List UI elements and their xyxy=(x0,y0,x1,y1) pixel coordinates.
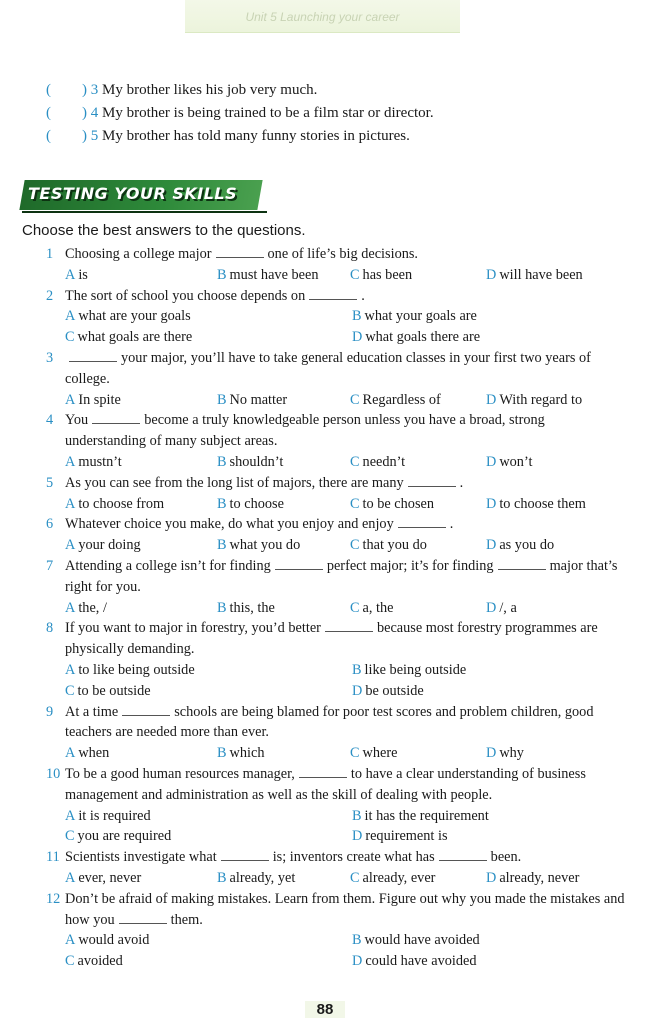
stem-text: become a truly knowledgeable person unless you have a broad, strong understanding of many subject areas. xyxy=(65,412,545,450)
question-item xyxy=(0,764,650,847)
answer-blank[interactable] xyxy=(275,557,323,570)
stem-text: To be a good human resources manager, xyxy=(65,765,295,782)
question-number: 9 xyxy=(46,703,54,720)
question-list xyxy=(0,244,650,972)
question-number: 4 xyxy=(46,412,54,429)
question-stem xyxy=(0,702,625,744)
answer-option[interactable] xyxy=(352,306,477,327)
stem-text: If you want to major in forestry, you’d better xyxy=(65,620,321,637)
question-number: 8 xyxy=(46,620,54,637)
option-text: Regardless of xyxy=(362,391,441,408)
option-text: already, ever xyxy=(362,869,436,886)
answer-option[interactable] xyxy=(350,868,435,889)
option-text: requirement is xyxy=(365,828,448,845)
stem-text: been. xyxy=(490,849,522,866)
option-letter: A xyxy=(65,661,76,678)
question-item xyxy=(0,348,650,410)
option-letter: D xyxy=(486,495,497,512)
option-text: a, the xyxy=(362,599,394,616)
item-number: ) 3 xyxy=(82,82,99,98)
answer-blank[interactable] xyxy=(216,245,264,258)
banner-underline xyxy=(22,211,267,213)
question-item xyxy=(0,514,650,556)
answer-option[interactable] xyxy=(352,951,477,972)
question-item xyxy=(0,618,650,701)
question-item xyxy=(0,244,650,286)
answer-option[interactable] xyxy=(350,535,427,556)
answer-option[interactable] xyxy=(65,598,107,619)
answer-option[interactable] xyxy=(217,265,318,286)
answer-option[interactable] xyxy=(486,452,532,473)
option-text: will have been xyxy=(499,266,583,283)
answer-option[interactable] xyxy=(350,743,397,764)
question-item xyxy=(0,410,650,472)
options-row xyxy=(0,265,650,286)
option-letter: B xyxy=(352,807,362,824)
option-letter: A xyxy=(65,745,76,762)
answer-option[interactable] xyxy=(352,806,489,827)
answer-option[interactable] xyxy=(217,494,284,515)
tf-item xyxy=(46,126,626,149)
options-row xyxy=(0,327,650,348)
answer-paren-open[interactable]: ( xyxy=(46,82,51,98)
answer-option[interactable] xyxy=(65,327,192,348)
option-letter: B xyxy=(352,308,362,325)
answer-option[interactable] xyxy=(65,306,191,327)
option-letter: C xyxy=(65,828,75,845)
option-text: needn’t xyxy=(362,453,406,470)
answer-option[interactable] xyxy=(65,452,122,473)
stem-text: Attending a college isn’t for finding xyxy=(65,557,271,574)
option-text: your doing xyxy=(78,537,141,554)
stem-text: them. xyxy=(170,911,203,928)
option-letter: C xyxy=(350,599,360,616)
stem-text: to have a clear understanding of business management and administration as well as the skill of dealing with people. xyxy=(65,765,586,803)
answer-option[interactable] xyxy=(350,265,412,286)
option-text: the, / xyxy=(78,599,107,616)
answer-option[interactable] xyxy=(486,743,524,764)
option-letter: C xyxy=(350,537,360,554)
options-row xyxy=(0,930,650,951)
option-letter: D xyxy=(352,953,363,970)
answer-blank[interactable] xyxy=(221,848,269,861)
option-text: to like being outside xyxy=(78,661,195,678)
option-letter: C xyxy=(65,329,75,346)
stem-text: perfect major; it’s for finding xyxy=(326,557,494,574)
option-letter: B xyxy=(217,391,227,408)
options-row xyxy=(0,535,650,556)
answer-option[interactable] xyxy=(352,826,448,847)
item-text: My brother likes his job very much. xyxy=(102,82,318,98)
question-stem xyxy=(0,618,625,660)
answer-option[interactable] xyxy=(350,494,434,515)
option-text: would have avoided xyxy=(364,932,480,949)
option-text: when xyxy=(78,745,110,762)
option-text: to choose from xyxy=(78,495,165,512)
option-letter: A xyxy=(65,495,76,512)
options-row xyxy=(0,743,650,764)
option-text: this, the xyxy=(229,599,275,616)
option-letter: C xyxy=(65,953,75,970)
question-item xyxy=(0,889,650,972)
answer-option[interactable] xyxy=(486,390,582,411)
options-row xyxy=(0,494,650,515)
options-row xyxy=(0,306,650,327)
stem-text: . xyxy=(459,474,464,491)
option-text: shouldn’t xyxy=(229,453,284,470)
question-stem xyxy=(0,764,625,806)
option-letter: A xyxy=(65,391,76,408)
option-text: what are your goals xyxy=(78,308,191,325)
stem-text: major that’s right for you. xyxy=(65,557,618,595)
options-row xyxy=(0,598,650,619)
option-letter: D xyxy=(486,869,497,886)
option-text: to choose xyxy=(229,495,284,512)
answer-blank[interactable] xyxy=(325,619,373,632)
stem-text: The sort of school you choose depends on xyxy=(65,287,306,304)
option-text: where xyxy=(362,745,398,762)
option-letter: D xyxy=(486,537,497,554)
option-text: why xyxy=(499,745,524,762)
stem-text: schools are being blamed for poor test scores and problem children, good teachers are needed more than ever. xyxy=(65,703,594,741)
question-number: 12 xyxy=(46,890,61,907)
option-letter: B xyxy=(352,932,362,949)
stem-text: . xyxy=(361,287,365,304)
answer-option[interactable] xyxy=(65,265,88,286)
option-text: would avoid xyxy=(78,932,150,949)
unit-header-title: Unit 5 Launching your career xyxy=(245,10,400,24)
answer-option[interactable] xyxy=(350,390,441,411)
answer-option[interactable] xyxy=(65,494,164,515)
options-row xyxy=(0,826,650,847)
answer-blank[interactable] xyxy=(309,287,357,300)
question-stem xyxy=(0,410,625,452)
stem-text: As you can see from the long list of majors, there are many xyxy=(65,474,404,491)
option-text: that you do xyxy=(362,537,427,554)
option-letter: A xyxy=(65,308,76,325)
option-text: mustn’t xyxy=(78,453,122,470)
option-letter: D xyxy=(486,745,497,762)
question-number: 5 xyxy=(46,474,54,491)
answer-option[interactable] xyxy=(352,930,480,951)
option-letter: B xyxy=(217,266,227,283)
option-letter: A xyxy=(65,266,76,283)
answer-option[interactable] xyxy=(352,681,424,702)
option-text: be outside xyxy=(365,682,424,699)
option-letter: B xyxy=(352,661,362,678)
option-text: In spite xyxy=(78,391,121,408)
tf-item xyxy=(46,103,626,126)
answer-option[interactable] xyxy=(350,452,405,473)
option-text: what your goals are xyxy=(364,308,477,325)
option-letter: A xyxy=(65,869,76,886)
question-item xyxy=(0,556,650,618)
answer-blank[interactable] xyxy=(92,411,140,424)
options-row xyxy=(0,390,650,411)
answer-option[interactable] xyxy=(65,681,151,702)
option-text: what goals are there xyxy=(77,329,193,346)
option-text: /, a xyxy=(499,599,517,616)
options-row xyxy=(0,806,650,827)
section-instructions: Choose the best answers to the questions. xyxy=(22,222,306,239)
option-text: what you do xyxy=(229,537,301,554)
answer-option[interactable] xyxy=(217,743,265,764)
stem-text: your major, you’ll have to take general education classes in your first two years of college. xyxy=(65,349,591,387)
option-letter: D xyxy=(486,266,497,283)
question-stem xyxy=(0,847,625,868)
option-text: No matter xyxy=(229,391,288,408)
option-text: what goals there are xyxy=(365,329,481,346)
answer-option[interactable] xyxy=(486,494,586,515)
option-letter: B xyxy=(217,453,227,470)
answer-option[interactable] xyxy=(65,660,195,681)
option-letter: D xyxy=(352,828,363,845)
option-letter: B xyxy=(217,495,227,512)
answer-option[interactable] xyxy=(65,743,109,764)
item-number: ) 4 xyxy=(82,105,99,121)
answer-blank[interactable] xyxy=(69,349,117,362)
option-letter: A xyxy=(65,932,76,949)
section-banner-title: TESTING YOUR SKILLS xyxy=(28,184,238,203)
stem-text: Choosing a college major xyxy=(65,246,212,262)
option-text: avoided xyxy=(77,953,123,970)
answer-option[interactable] xyxy=(486,535,554,556)
question-number: 7 xyxy=(46,557,54,574)
stem-text: At a time xyxy=(65,703,119,720)
unit-header-band xyxy=(185,0,460,33)
answer-blank[interactable] xyxy=(398,515,446,528)
answer-option[interactable] xyxy=(217,868,295,889)
question-stem xyxy=(0,348,625,390)
option-letter: D xyxy=(352,682,363,699)
option-text: which xyxy=(229,745,265,762)
options-row xyxy=(0,660,650,681)
answer-option[interactable] xyxy=(65,390,121,411)
answer-option[interactable] xyxy=(352,660,466,681)
question-stem xyxy=(0,889,625,931)
option-letter: A xyxy=(65,807,76,824)
stem-text: Scientists investigate what xyxy=(65,849,217,866)
option-text: With regard to xyxy=(499,391,583,408)
option-letter: A xyxy=(65,599,76,616)
answer-option[interactable] xyxy=(65,806,151,827)
option-letter: C xyxy=(350,495,360,512)
question-number: 3 xyxy=(46,349,54,366)
option-text: to choose them xyxy=(499,495,586,512)
stem-text: is; inventors create what has xyxy=(272,849,435,866)
option-text: could have avoided xyxy=(365,953,477,970)
stem-text: because most forestry programmes are physically demanding. xyxy=(65,620,598,658)
option-text: must have been xyxy=(229,266,319,283)
question-number: 2 xyxy=(46,287,54,304)
option-letter: D xyxy=(486,391,497,408)
option-text: like being outside xyxy=(364,661,467,678)
true-false-list xyxy=(46,80,626,149)
stem-text: You xyxy=(65,412,89,429)
answer-option[interactable] xyxy=(65,951,123,972)
option-letter: A xyxy=(65,537,76,554)
option-text: you are required xyxy=(77,828,172,845)
answer-option[interactable] xyxy=(65,535,141,556)
option-letter: D xyxy=(486,453,497,470)
option-text: to be chosen xyxy=(362,495,435,512)
answer-option[interactable] xyxy=(65,826,171,847)
answer-paren-open[interactable]: ( xyxy=(46,128,51,144)
question-number: 1 xyxy=(46,246,54,262)
option-letter: B xyxy=(217,537,227,554)
stem-text: one of life’s big decisions. xyxy=(267,246,419,262)
options-row xyxy=(0,681,650,702)
option-letter: B xyxy=(217,745,227,762)
item-text: My brother is being trained to be a film star or director. xyxy=(102,105,434,121)
answer-option[interactable] xyxy=(217,390,287,411)
option-text: already, yet xyxy=(229,869,296,886)
tf-item xyxy=(46,80,626,103)
answer-option[interactable] xyxy=(217,598,275,619)
option-letter: C xyxy=(350,869,360,886)
option-letter: B xyxy=(217,869,227,886)
option-letter: C xyxy=(350,453,360,470)
answer-option[interactable] xyxy=(65,930,149,951)
page-number: 88 xyxy=(305,1001,345,1018)
question-number: 10 xyxy=(46,765,61,782)
option-letter: C xyxy=(65,682,75,699)
item-text: My brother has told many funny stories in pictures. xyxy=(102,128,410,144)
option-text: is xyxy=(78,266,88,283)
stem-text: Whatever choice you make, do what you enjoy and enjoy xyxy=(65,516,394,533)
options-row xyxy=(0,452,650,473)
stem-text: . xyxy=(449,516,454,533)
option-text: it has the requirement xyxy=(364,807,489,824)
answer-blank[interactable] xyxy=(299,765,347,778)
option-letter: D xyxy=(486,599,497,616)
option-letter: C xyxy=(350,391,360,408)
answer-option[interactable] xyxy=(352,327,480,348)
answer-option[interactable] xyxy=(486,265,583,286)
option-text: has been xyxy=(362,266,413,283)
question-number: 11 xyxy=(46,849,60,866)
question-item xyxy=(0,286,650,348)
answer-option[interactable] xyxy=(65,868,141,889)
options-row xyxy=(0,868,650,889)
stem-text: Don’t be afraid of making mistakes. Learn from them. Figure out why you made the mistakes and how you xyxy=(65,890,625,928)
answer-option[interactable] xyxy=(486,868,579,889)
question-number: 6 xyxy=(46,516,54,533)
question-item xyxy=(0,702,650,764)
question-stem xyxy=(0,286,625,307)
answer-option[interactable] xyxy=(350,598,394,619)
option-text: to be outside xyxy=(77,682,151,699)
option-text: already, never xyxy=(499,869,580,886)
answer-blank[interactable] xyxy=(122,703,170,716)
option-letter: C xyxy=(350,266,360,283)
question-stem xyxy=(0,556,625,598)
option-text: ever, never xyxy=(78,869,142,886)
option-letter: D xyxy=(352,329,363,346)
question-stem xyxy=(0,244,625,265)
option-letter: B xyxy=(217,599,227,616)
question-stem xyxy=(0,514,625,535)
option-text: it is required xyxy=(78,807,151,824)
answer-blank[interactable] xyxy=(439,848,487,861)
question-item xyxy=(0,473,650,515)
answer-option[interactable] xyxy=(217,452,283,473)
option-letter: C xyxy=(350,745,360,762)
answer-blank[interactable] xyxy=(119,911,167,924)
answer-blank[interactable] xyxy=(408,474,456,487)
answer-option[interactable] xyxy=(486,598,517,619)
option-text: won’t xyxy=(499,453,533,470)
question-item xyxy=(0,847,650,889)
answer-blank[interactable] xyxy=(498,557,546,570)
answer-option[interactable] xyxy=(217,535,300,556)
item-number: ) 5 xyxy=(82,128,99,144)
answer-paren-open[interactable]: ( xyxy=(46,105,51,121)
question-stem xyxy=(0,473,625,494)
options-row xyxy=(0,951,650,972)
option-text: as you do xyxy=(499,537,555,554)
option-letter: A xyxy=(65,453,76,470)
